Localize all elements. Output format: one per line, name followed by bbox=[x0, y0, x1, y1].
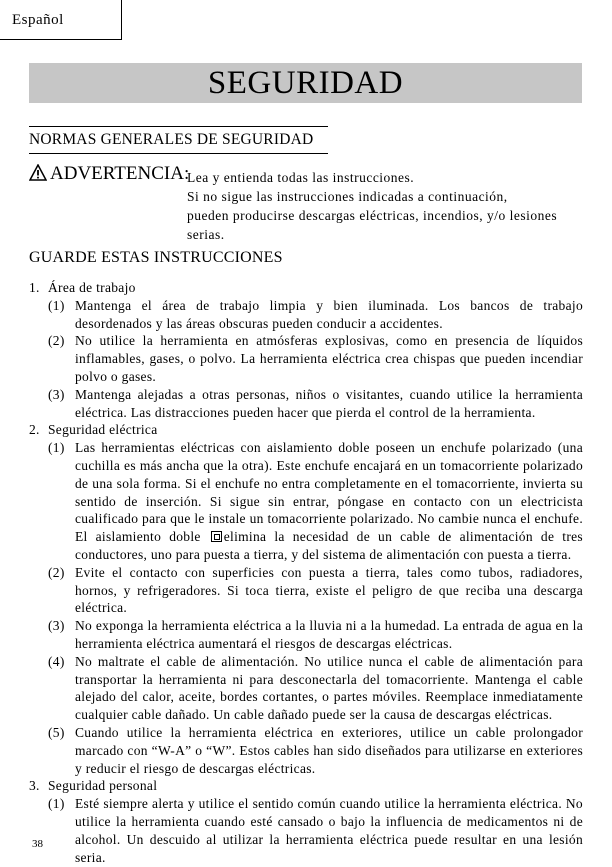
item-text: Mantenga alejadas a otras personas, niños o visitantes, cuando utilice la herramienta eléctrica. Las distracciones pueden hacer que pierda el control de la herramienta. bbox=[75, 386, 583, 420]
list-item bbox=[29, 617, 583, 653]
warning-text bbox=[187, 168, 587, 244]
section-electrical-safety bbox=[29, 421, 583, 777]
item-number: (1) bbox=[48, 297, 65, 313]
item-text: No utilice la herramienta en atmósferas explosivas, como en presencia de líquidos inflamables, gases, o polvo. La herramienta eléctrica crea chispas que pueden incendiar polvo o gases. bbox=[75, 333, 583, 384]
list-item bbox=[29, 795, 583, 866]
warning-line: pueden producirse descargas eléctricas, incendios, y/o lesiones bbox=[187, 208, 558, 223]
item-text: Cuando utilice la herramienta eléctrica en exteriores, utilice un cable prolongador marcado con “W-A” o “W”. Estos cables han sido diseñados para utilizarse en exteriores y reducir el riesgo de descargas eléctricas. bbox=[75, 724, 583, 776]
item-number: (2) bbox=[48, 564, 65, 580]
list-item bbox=[29, 439, 583, 564]
item-text-after-symbol: elimina la necesidad de un cable de alimentación de tres conductores, uno para puesta a tierra, y del sistema de alimentación con puesta a tierra. bbox=[75, 529, 583, 562]
list-item bbox=[29, 724, 583, 777]
list-item bbox=[29, 653, 583, 724]
language-label: Español bbox=[12, 12, 64, 28]
list-item bbox=[29, 297, 583, 333]
item-number: (1) bbox=[48, 796, 65, 812]
section-heading bbox=[29, 777, 583, 795]
warning-line: Lea y entienda todas las instrucciones. bbox=[187, 170, 415, 185]
item-number: (4) bbox=[48, 653, 65, 669]
section-work-area bbox=[29, 279, 583, 421]
section-number: 2. bbox=[29, 422, 40, 438]
section-number: 1. bbox=[29, 280, 40, 295]
item-text: Esté siempre alerta y utilice el sentido común cuando utilice la herramienta eléctrica. No utilice la herramienta cuando esté cansado o bajo la influencia de medicamentos ni de alcohol. Un descuido al utilizar la herramienta eléctrica puede resultar en una lesión seria. bbox=[75, 796, 583, 865]
page-title: SEGURIDAD bbox=[207, 64, 404, 101]
warning-triangle-icon bbox=[29, 164, 47, 181]
title-bar bbox=[29, 63, 582, 103]
section-heading-text: Área de trabajo bbox=[48, 280, 136, 295]
section-heading-text: Seguridad personal bbox=[48, 778, 158, 794]
double-insulation-icon bbox=[211, 531, 222, 542]
item-number: (5) bbox=[48, 724, 65, 740]
warning-line: Si no sigue las instrucciones indicadas a continuación, bbox=[187, 189, 508, 204]
section-heading-text: Seguridad eléctrica bbox=[48, 422, 158, 438]
item-text: No exponga la herramienta eléctrica a la lluvia ni a la humedad. La entrada de agua en la herramienta eléctrica aumentará el riesgos de descargas eléctricas. bbox=[75, 618, 583, 651]
item-text-before-symbol: Las herramientas eléctricas con aislamiento doble poseen un enchufe polarizado (una cuchilla es más ancha que la otra). Este enchufe encajará en un tomacorriente polarizado de una sola forma. Si el enchufe no entra completamente en el tomacorriente, invierta su sentido de inserción. Si sigue sin entrar, póngase en contacto con un electricista cualificado para que le instale un tomacorriente polarizado. No cambie nunca el enchufe. El aislamiento doble bbox=[75, 440, 583, 545]
section-personal-safety bbox=[29, 777, 583, 866]
item-text bbox=[75, 439, 583, 564]
warning-label: ADVERTENCIA: bbox=[50, 163, 190, 184]
item-number: (3) bbox=[48, 386, 65, 402]
item-text: Evite el contacto con superficies con puesta a tierra, tales como tubos, radiadores, hornos, y refrigeradores. Si toca tierra, existe el peligro de que reciba una descarga eléctrica. bbox=[75, 564, 583, 616]
list-item bbox=[29, 332, 583, 385]
language-tab bbox=[0, 0, 122, 40]
instructions-list bbox=[29, 279, 583, 866]
section-heading bbox=[29, 421, 583, 439]
keep-instructions-heading: GUARDE ESTAS INSTRUCCIONES bbox=[29, 249, 283, 266]
warning-heading bbox=[29, 163, 189, 185]
section-number: 3. bbox=[29, 778, 40, 794]
list-item bbox=[29, 564, 583, 617]
item-text: Mantenga el área de trabajo limpia y bien iluminada. Los bancos de trabajo desordenados y las áreas obscuras pueden conducir a accidentes. bbox=[75, 297, 583, 331]
list-item bbox=[29, 386, 583, 422]
section-heading bbox=[29, 279, 583, 297]
item-number: (1) bbox=[48, 440, 65, 456]
item-number: (3) bbox=[48, 618, 65, 634]
page-number: 38 bbox=[32, 838, 43, 850]
item-number: (2) bbox=[48, 333, 65, 349]
warning-line: serias. bbox=[187, 227, 225, 242]
item-text: No maltrate el cable de alimentación. No utilice nunca el cable de alimentación para transportar la herramienta ni para desconectarla del tomacorriente. Mantenga el cable alejado del calor, aceite, bordes cortantes, o partes móviles. Reemplace inmediatamente cualquier cable dañado. Un cable dañado puede ser la causa de descargas eléctricas. bbox=[75, 653, 583, 723]
section-title: NORMAS GENERALES DE SEGURIDAD bbox=[29, 126, 328, 154]
